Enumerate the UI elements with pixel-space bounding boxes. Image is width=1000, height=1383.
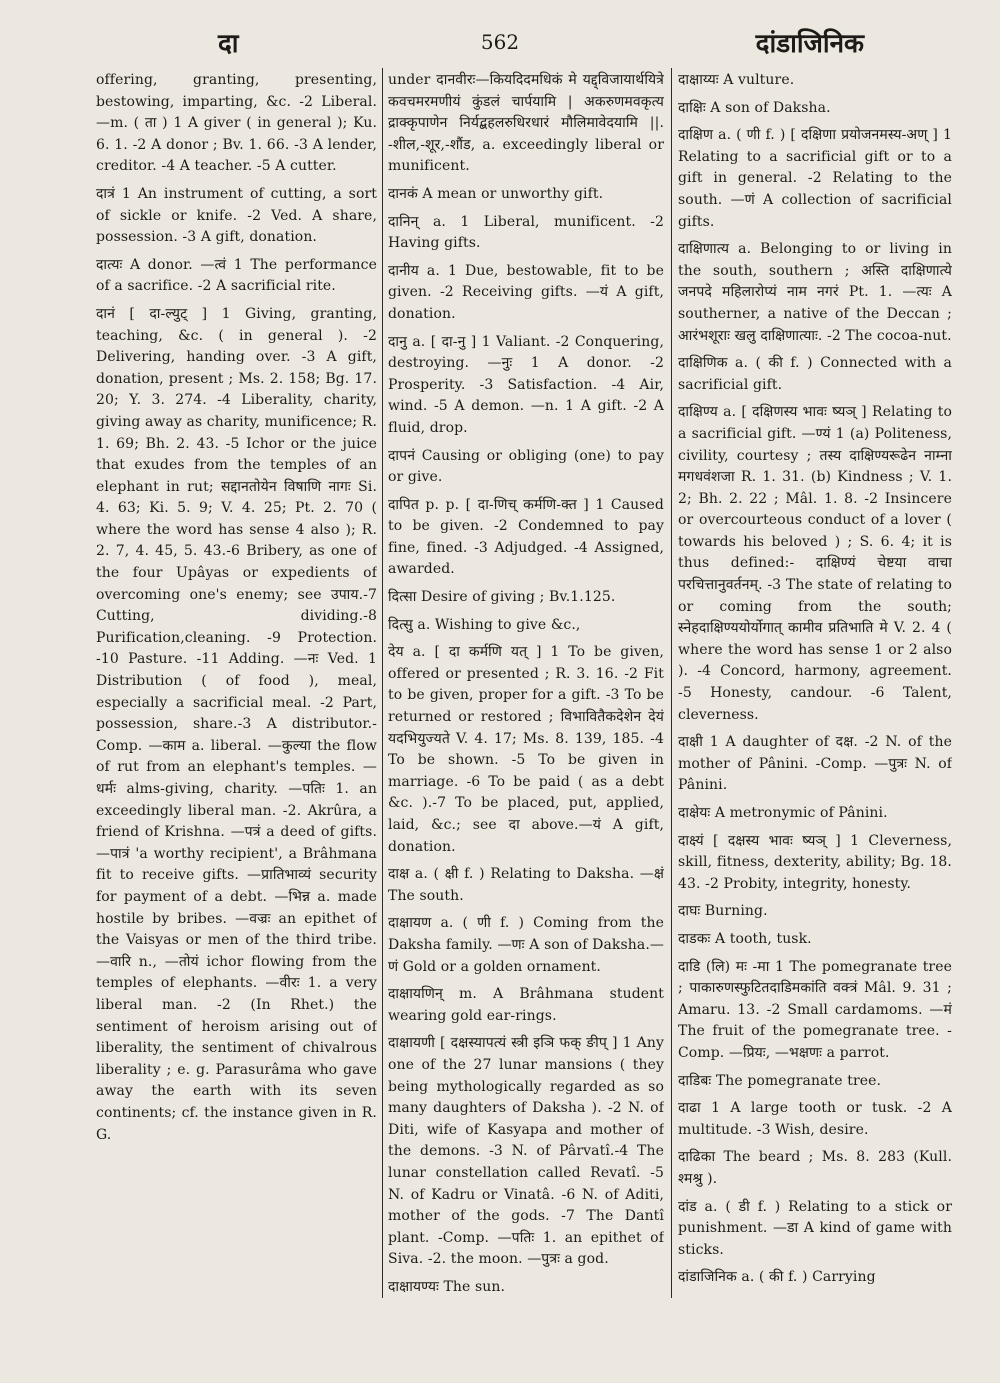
entry: दाक्षेयः A metronymic of Pânini. (678, 805, 888, 821)
entry: दित्सा Desire of giving ; Bv.1.125. (388, 589, 616, 606)
column-1 (96, 70, 377, 1305)
entry: दाक्षी 1 A daughter of दक्ष. -2 N. of the mother of Pânini. -Comp. —पुत्रः N. of Pânini. (678, 734, 952, 794)
entry: दाडिबः The pomegranate tree. (678, 1072, 882, 1089)
entry: दानीय a. 1 Due, bestowable, fit to be given. -2 Receiving gifts. —यं A gift, donation. (388, 262, 664, 322)
entry: दित्सु a. Wishing to give &c., (388, 616, 581, 633)
left-running-head: दा (218, 29, 239, 59)
entry: दांड a. ( डी f. ) Relating to a stick or punishment. —डा A kind of game with sticks. (678, 1198, 952, 1258)
entry: दाक्षाय्यः A vulture. (678, 72, 795, 88)
entry: दाक्षायणी [ दक्षस्यापत्यं स्त्री इञि फक् ङीप् ] 1 Any one of the 27 lunar mansions ( they being mythologically regarded as so many daughters of Daksha ). -2 N. of Diti, wife of Kasyapa and mother of the demons. -3 N. of Pârvatî.-4 The lunar constellation called Revatî. -5 N. of Kadru or Vinatâ. -6 N. of Aditi, mother of the gods. -7 The Dantî plant. -Comp. —पतिः 1. an epithet of Siva. -2. the moon. —पुत्रः a god. (388, 1035, 664, 1268)
page-header (0, 14, 1000, 70)
entry: दाडकः A tooth, tusk. (678, 930, 812, 947)
entry: under दानवीरः—कियदिदमधिकं मे यद्द्विजायार्थयित्रे कवचमरमणीयं कुंडलं चार्पयामि | अकरुणमवकृत्य द्राक्कृपाणेन निर्यद्बहलरुधिरधारं मौलिमावेदयामि ||. -शील,-शूर,-शौंड, a. exceedingly liberal or munificent. (388, 72, 664, 175)
entry: दाक्षायणिन् m. A Brâhmana student wearing gold ear-rings. (388, 986, 664, 1024)
entry: दात्रं 1 An instrument of cutting, a sort of sickle or knife. -2 Ved. A share, possession. -3 A gift, donation. (96, 185, 377, 246)
entry: दाढिका The beard ; Ms. 8. 283 (Kull. श्मश्रु ). (678, 1149, 952, 1187)
entry: दाक्षिः A son of Daksha. (678, 99, 831, 116)
entry: दाडि (लि) मः -मा 1 The pomegranate tree ; पाकारुणस्फुटितदाडिमकांति वक्त्रं Mâl. 9. 31 ; Amaru. 13. -2 Small cardamoms. —मं The fruit of the pomegranate tree. -Comp. —प्रियः, —भक्षणः a parrot. (678, 958, 952, 1061)
entry: दापनं Causing or obliging (one) to pay or give. (388, 447, 664, 486)
entry: दानिन् a. 1 Liberal, munificent. -2 Having gifts. (388, 213, 664, 252)
entry: दाक्षिणिक a. ( की f. ) Connected with a sacrificial gift. (678, 355, 952, 393)
entry: दाक्षिणात्य a. Belonging to or living in the south, southern ; अस्ति दाक्षिणात्ये जनपदे महिलारोप्यं नाम नगरं Pt. 1. —त्यः A southerner, a native of the Deccan ; आरंभशूराः खलु दाक्षिणात्याः. -2 The cocoa-nut. (678, 241, 952, 344)
entry: दानु a. [ दा-नु ] 1 Valiant. -2 Conquering, destroying. —नुः 1 A donor. -2 Prosperity. -3 Satisfaction. -4 Air, wind. -5 A demon. —n. 1 A gift. -2 A fluid, drop. (388, 333, 664, 436)
entry: दापित p. p. [ दा-णिच् कर्मणि-क्त ] 1 Caused to be given. -2 Condemned to pay fine, fined. -3 Adjudged. -4 Assigned, awarded. (388, 496, 664, 578)
entry: दानकं A mean or unworthy gift. (388, 185, 604, 202)
entry: दांडाजिनिक a. ( की f. ) Carrying (678, 1269, 876, 1286)
entry: दाक्षायण्यः The sun. (388, 1278, 506, 1295)
entry: दाढा 1 A large tooth or tusk. -2 A multitude. -3 Wish, desire. (678, 1100, 952, 1138)
column-rule (671, 68, 672, 1298)
entry: दानं [ दा-ल्युट् ] 1 Giving, granting, teaching, &c. ( in general ). -2 Delivering, handing over. -3 A gift, donation, present ; Ms. 2. 158; Bg. 17. 20; Y. 3. 274. -4 Liberality, charity, giving away as charity, munificence; R. 1. 69; Bh. 2. 43. -5 Ichor or the juice that exudes from the temples of an elephant in rut; सद्दानतोयेन विषाणि नागः Si. 4. 63; Ki. 5. 9; V. 4. 25; Pt. 2. 70 ( where the word has sense 4 also ); R. 2. 7, 4. 45, 5. 43.-6 Bribery, as one of the four Upâyas or expedients of overcoming one's enemy; see उपाय.-7 Cutting, dividing.-8 Purification,cleaning. -9 Protection. -10 Pasture. -11 Adding. —नः Ved. 1 Distribution ( of food ), meal, especially a sacrificial meal. -2 Part, possession, share.-3 A distributor.-Comp. —काम a. liberal. —कुल्या the flow of rut from an elephant's temples. —धर्मः alms-giving, charity. —पतिः 1. an exceedingly liberal man. -2. Akrûra, a friend of Krishna. —पत्रं a deed of gifts. —पात्रं 'a worthy recipient', a Brâhmana fit to receive gifts. —प्रातिभाव्यं security for payment of a debt. —भिन्न a. made hostile by bribes. —वज्रः an epithet of the Vaisyas or men of the third tribe. —वारि n., —तोयं ichor flowing from the temples of elephants. —वीरः 1. a very liberal man. -2 (In Rhet.) the sentiment of heroism arising out of liberality, the sentiment of chivalrous liberality ; e. g. Parasurâma who gave away the earth with its seven continents; cf. the instance given in R. G. (96, 305, 377, 1143)
column-2 (388, 70, 664, 1305)
right-running-head: दांडाजिनिक (755, 29, 864, 59)
entry: दात्यः A donor. —त्वं 1 The performance of a sacrifice. -2 A sacrificial rite. (96, 256, 377, 295)
entry: देय a. [ दा कर्मणि यत् ] 1 To be given, offered or presented ; R. 3. 16. -2 Fit to be given, proper for a gift. -3 To be returned or restored ; विभावितैकदेशेन देयं यदभियुज्यते V. 4. 17; Ms. 8. 139, 185. -4 To be shown. -5 To be given in marriage. -6 To be paid ( as a debt &c. ).-7 To be placed, put, applied, laid, &c.; see दा above.—यं A gift, donation. (388, 644, 664, 855)
entry: offering, granting, presenting, bestowing, imparting, &c. -2 Liberal. —m. ( ता ) 1 A giver ( in general ); Ku. 6. 1. -2 A donor ; Bv. 1. 66. -3 A lender, creditor. -4 A teacher. -5 A cutter. (96, 72, 377, 175)
entry: दाघः Burning. (678, 903, 768, 920)
entry: दाक्षिण्य a. [ दक्षिणस्य भावः ष्यञ् ] Relating to a sacrificial gift. —ण्यं 1 (a) Politeness, civility, courtesy ; तस्य दाक्षिण्यरूढेन नाम्ना मगधवंशजा R. 1. 31. (b) Kindness ; V. 1. 2; Bh. 2. 22 ; Mâl. 1. 8. -2 Insincere or overcourteous conduct of a lover ( towards his beloved ) ; S. 6. 4; it is thus defined:- दाक्षिण्यं चेष्टया वाचा परचित्तानुवर्तनम्. -3 The state of relating to or coming from the south; स्नेहदाक्षिण्ययोर्योगात् कामीव प्रतिभाति मे V. 2. 4 ( where the word has sense 1 or 2 also ). -4 Concord, harmony, agreement. -5 Honesty, candour. -6 Talent, cleverness. (678, 404, 952, 723)
column-3 (678, 70, 952, 1305)
page-number: 562 (480, 30, 520, 54)
entry: दाक्षायण a. ( णी f. ) Coming from the Daksha family. —णः A son of Daksha.—णं Gold or a golden ornament. (388, 915, 664, 975)
entry: दाक्ष a. ( क्षी f. ) Relating to Daksha. —क्षं The south. (388, 866, 664, 904)
entry: दाक्ष्यं [ दक्षस्य भावः ष्यञ् ] 1 Cleverness, skill, fitness, dexterity, ability; Bg. 18. 43. -2 Probity, integrity, honesty. (678, 832, 952, 892)
column-rule (382, 68, 383, 1298)
entry: दाक्षिण a. ( णी f. ) [ दक्षिणा प्रयोजनमस्य-अण् ] 1 Relating to a sacrificial gift or to a gift in general. -2 Relating to the south. —णं A collection of sacrificial gifts. (678, 127, 952, 230)
